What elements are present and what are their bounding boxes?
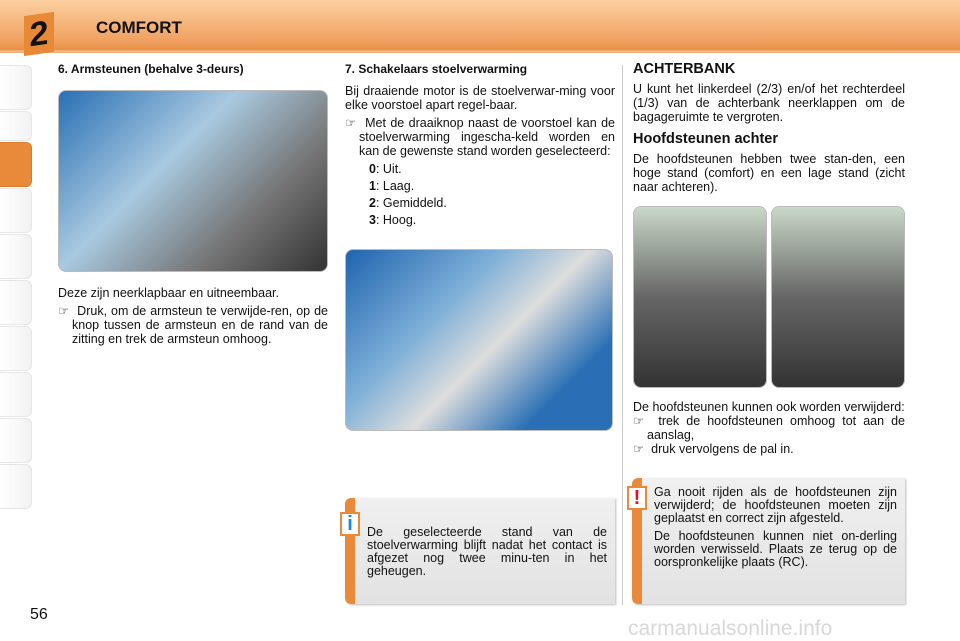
headrest-remove-text: De hoofdsteunen kunnen ook worden verwijderd: — [633, 400, 905, 414]
bullet-text: druk vervolgens de pal in. — [651, 442, 794, 456]
tab-1b[interactable] — [0, 111, 32, 141]
bullet-text: Met de draaiknop naast de voorstoel kan de stoelverwarming ingescha-keld worden en kan de gewenste stand worden geselecteerd: — [359, 116, 615, 158]
column-seat-heating — [345, 62, 615, 431]
column-armrest — [58, 62, 328, 349]
watermark: carmanualsonline.info — [628, 617, 833, 640]
tab-2-active[interactable] — [0, 142, 32, 187]
tab-3[interactable] — [0, 188, 32, 233]
column-rear-seat — [633, 62, 905, 459]
seat-heating-heading: 7. Schakelaars stoelverwarming — [345, 62, 528, 76]
armrest-text: Deze zijn neerklapbaar en uitneembaar. — [58, 286, 279, 300]
tab-9[interactable] — [0, 464, 32, 509]
headrest-images — [633, 206, 905, 388]
chapter-title: COMFORT — [96, 18, 182, 37]
seat-heating-image — [345, 249, 613, 431]
headrest-image-high — [633, 206, 767, 388]
header-line — [0, 50, 960, 53]
rear-seat-text: U kunt het linkerdeel (2/3) en/of het rechterdeel (1/3) van de achterbank neerklappen om de bagageruimte te vergroten. — [633, 82, 905, 124]
warning-icon: ! — [627, 486, 647, 510]
info-note — [345, 498, 615, 604]
seat-heating-text: Bij draaiende motor is de stoelverwar-ming voor elke voorstoel apart regel-baar. — [345, 84, 615, 112]
level-0: 0: Uit. — [369, 162, 402, 176]
level-1: 1: Laag. — [369, 179, 415, 193]
bullet-icon: ☞ — [633, 414, 645, 428]
armrest-heading: 6. Armsteunen (behalve 3-deurs) — [58, 62, 244, 76]
tab-8[interactable] — [0, 418, 32, 463]
tab-4[interactable] — [0, 234, 32, 279]
info-icon: i — [340, 512, 360, 536]
seat-heating-bullet — [345, 116, 615, 158]
headrest-bullet-1 — [633, 414, 905, 442]
armrest-bullet — [58, 304, 328, 346]
rear-seat-heading: ACHTERBANK — [633, 61, 736, 77]
headrest-bullet-2 — [633, 442, 905, 456]
bullet-icon: ☞ — [345, 116, 357, 130]
tab-6[interactable] — [0, 326, 32, 371]
info-note-text: De geselecteerde stand van de stoelverwarming blijft nadat het contact is afgezet nog twee minu-ten in het geheugen. — [367, 525, 607, 578]
warning-note — [632, 478, 905, 604]
level-3: 3: Hoog. — [369, 213, 417, 227]
tab-7[interactable] — [0, 372, 32, 417]
tab-5[interactable] — [0, 280, 32, 325]
tab-1[interactable] — [0, 65, 32, 110]
armrest-image — [58, 90, 328, 272]
heating-levels — [345, 161, 615, 229]
level-2: 2: Gemiddeld. — [369, 196, 447, 210]
chapter-number: 2 — [24, 12, 54, 56]
warning-text-2: De hoofdsteunen kunnen niet on-derling worden verwisseld. Plaats ze terug op de oorspronkelijke plaats (RC). — [654, 529, 897, 569]
headrest-text: De hoofdsteunen hebben twee stan-den, een hoge stand (comfort) en een lage stand (zicht naar achteren). — [633, 152, 905, 194]
chapter-tabs — [0, 65, 32, 575]
bullet-icon: ☞ — [633, 442, 645, 456]
bullet-text: Druk, om de armsteun te verwijde-ren, op de knop tussen de armsteun en de rand van de zitting en trek de armsteun omhoog. — [72, 304, 328, 346]
bullet-icon: ☞ — [58, 304, 70, 318]
headrest-image-low — [771, 206, 905, 388]
bullet-text: trek de hoofdsteunen omhoog tot aan de aanslag, — [647, 414, 906, 442]
headrest-heading: Hoofdsteunen achter — [633, 131, 779, 147]
column-divider — [622, 65, 623, 605]
warning-text-1: Ga nooit rijden als de hoofdsteunen zijn verwijderd; de hoofdsteunen moeten zijn geplaatst en correct zijn afgesteld. — [654, 485, 897, 525]
page-number: 56 — [30, 606, 48, 623]
